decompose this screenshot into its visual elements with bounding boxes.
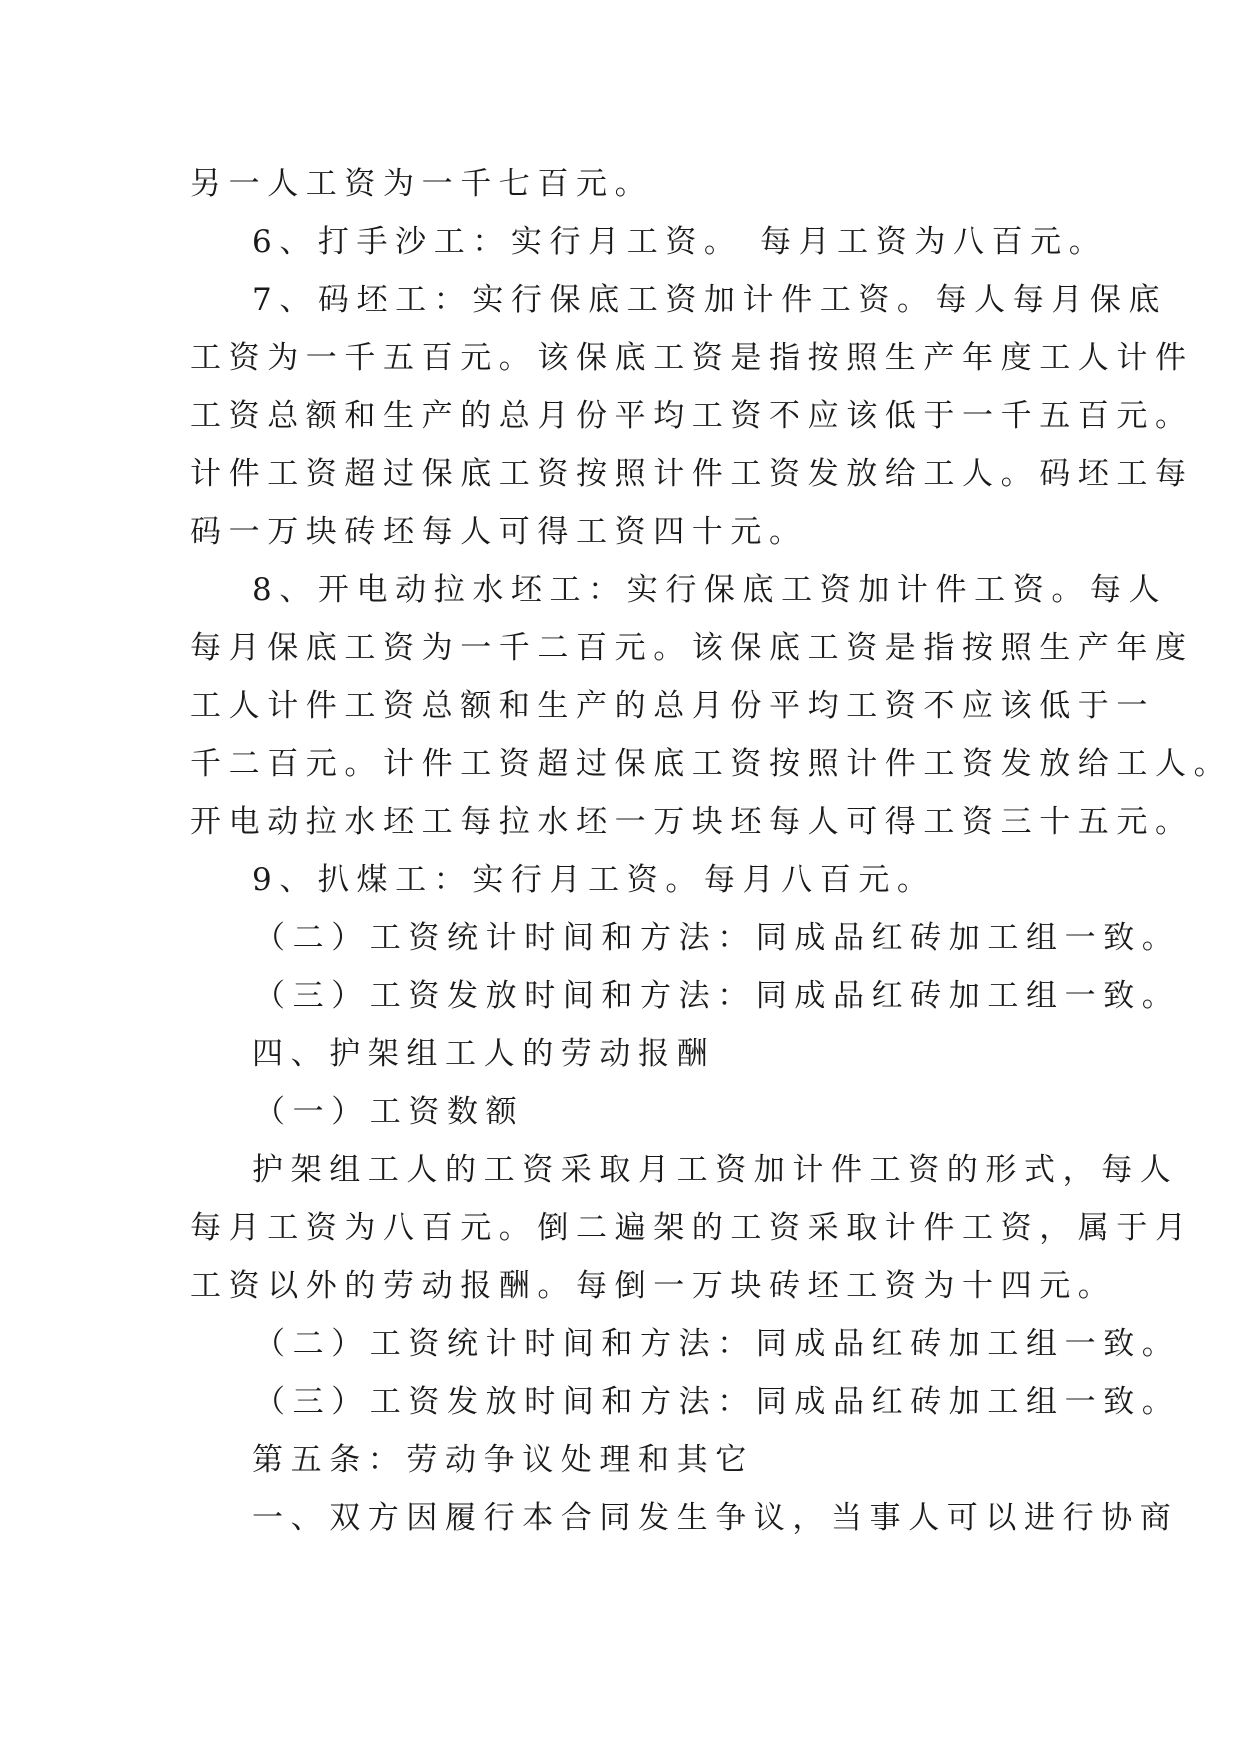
text-line: （三）工资发放时间和方法：同成品红砖加工组一致。 <box>254 1384 1181 1420</box>
text-line: 8、开电动拉水坯工：实行保底工资加计件工资。每人 <box>252 572 1168 608</box>
text-line: 6、打手沙工：实行月工资。 每月工资为八百元。 <box>252 224 1108 260</box>
text-line: 工资总额和生产的总月份平均工资不应该低于一千五百元。 <box>190 398 1194 434</box>
text-line: 千二百元。计件工资超过保底工资按照计件工资发放给工人。 <box>190 746 1233 782</box>
text-line: 每月工资为八百元。倒二遍架的工资采取计件工资，属于月 <box>190 1210 1194 1246</box>
text-line: 开电动拉水坯工每拉水坯一万块坯每人可得工资三十五元。 <box>190 804 1194 840</box>
text-line: 工人计件工资总额和生产的总月份平均工资不应该低于一 <box>190 688 1155 724</box>
text-line: （二）工资统计时间和方法：同成品红砖加工组一致。 <box>254 920 1181 956</box>
text-line: 9、扒煤工：实行月工资。每月八百元。 <box>252 862 936 898</box>
text-line: 工资以外的劳动报酬。每倒一万块砖坯工资为十四元。 <box>190 1268 1117 1304</box>
section-heading: 四、护架组工人的劳动报酬 <box>252 1036 716 1072</box>
text-line: 每月保底工资为一千二百元。该保底工资是指按照生产年度 <box>190 630 1194 666</box>
text-line: （二）工资统计时间和方法：同成品红砖加工组一致。 <box>254 1326 1181 1362</box>
text-line: 计件工资超过保底工资按照计件工资发放给工人。码坯工每 <box>190 456 1194 492</box>
text-line: 工资为一千五百元。该保底工资是指按照生产年度工人计件 <box>190 340 1194 376</box>
article-heading: 第五条：劳动争议处理和其它 <box>252 1442 754 1478</box>
text-line: 护架组工人的工资采取月工资加计件工资的形式，每人 <box>252 1152 1179 1188</box>
subsection-heading: （一）工资数额 <box>254 1094 525 1130</box>
text-line: （三）工资发放时间和方法：同成品红砖加工组一致。 <box>254 978 1181 1014</box>
text-line: 7、码坯工：实行保底工资加计件工资。每人每月保底 <box>252 282 1168 318</box>
text-line: 一、双方因履行本合同发生争议，当事人可以进行协商 <box>252 1500 1179 1536</box>
text-line: 码一万块砖坯每人可得工资四十元。 <box>190 514 808 550</box>
text-line: 另一人工资为一千七百元。 <box>190 166 654 202</box>
